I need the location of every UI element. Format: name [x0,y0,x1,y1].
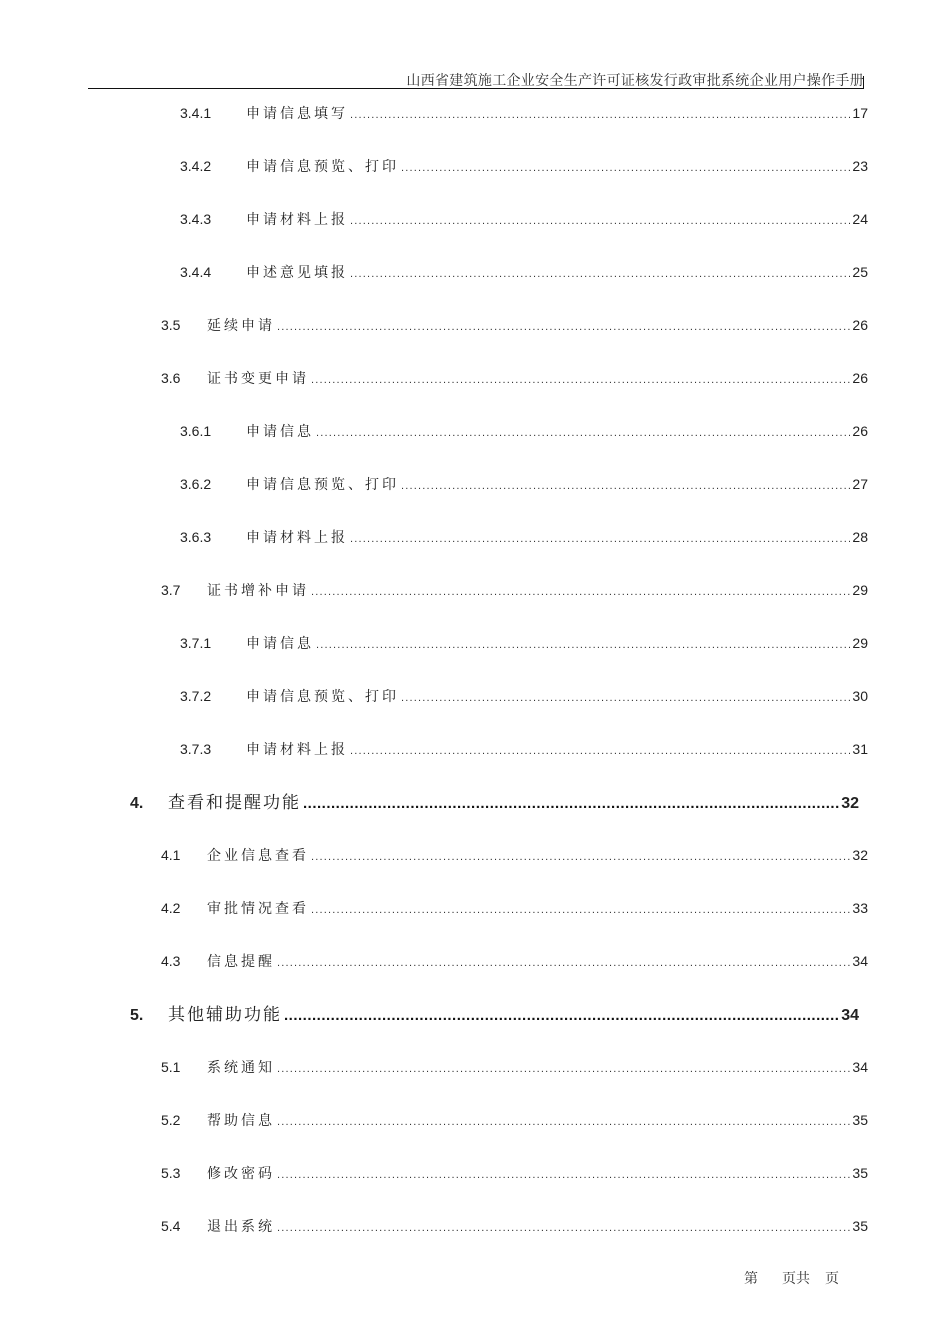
toc-entry-number: 3.4.2 [180,158,212,174]
header-title: 山西省建筑施工企业安全生产许可证核发行政审批系统企业用户操作手册 [406,74,864,89]
toc-leader-dots [401,480,850,492]
toc-entry[interactable] [161,845,868,865]
toc-entry-number: 4.1 [161,847,181,863]
toc-entry[interactable] [161,898,868,918]
toc-entry[interactable] [161,315,868,335]
toc-entry-page: 26 [852,370,868,386]
toc-entry[interactable] [161,580,868,600]
toc-leader-dots [277,1116,850,1128]
toc-entry[interactable] [180,474,868,494]
toc-entry[interactable] [180,421,868,441]
toc-entry-page: 28 [852,529,868,545]
toc-chapter-entry[interactable] [130,1000,859,1025]
toc-entry-page: 31 [852,741,868,757]
toc-entry-page: 29 [852,635,868,651]
toc-leader-dots [316,427,850,439]
footer-total-label: 页共 [782,1272,810,1287]
toc-entry-number: 5.2 [161,1112,181,1128]
toc-leader-dots [350,215,850,227]
toc-entry-number: 3.7.1 [180,635,212,651]
toc-entry-page: 35 [852,1165,868,1181]
toc-entry-page: 27 [852,476,868,492]
toc-entry-page: 30 [852,688,868,704]
toc-entry-number: 3.4.1 [180,105,212,121]
toc-leader-dots [311,586,850,598]
toc-entry[interactable] [180,103,868,123]
toc-entry-page: 29 [852,582,868,598]
toc-entry[interactable] [161,951,868,971]
toc-entry-page: 25 [852,264,868,280]
toc-leader-dots [350,745,850,757]
toc-entry-title: 申请材料上报 [246,741,348,757]
toc-entry[interactable] [180,527,868,547]
toc-entry-page: 33 [852,900,868,916]
toc-entry[interactable] [180,262,868,282]
toc-leader-dots [401,692,850,704]
toc-leader-dots [277,1169,850,1181]
toc-entry-number: 3.4.3 [180,211,212,227]
toc-leader-dots [350,533,850,545]
toc-entry[interactable] [180,739,868,759]
toc-leader-dots [401,162,850,174]
toc-entry-page: 17 [852,105,868,121]
toc-entry-number: 4. [130,795,144,812]
toc-entry-title: 帮助信息 [207,1112,275,1128]
toc-entry-title: 申请信息预览、打印 [246,158,399,174]
toc-entry-title: 系统通知 [207,1059,275,1075]
toc-entry-page: 24 [852,211,868,227]
toc-entry-number: 3.6.3 [180,529,212,545]
toc-entry-number: 5.1 [161,1059,181,1075]
toc-entry[interactable] [161,368,868,388]
toc-entry-page: 26 [852,317,868,333]
toc-entry[interactable] [161,1110,868,1130]
toc-leader-dots [277,957,850,969]
toc-entry-title: 申请材料上报 [246,529,348,545]
toc-entry-title: 证书变更申请 [207,370,309,386]
toc-leader-dots [277,321,850,333]
toc-leader-dots [277,1063,850,1075]
toc-leader-dots [277,1222,850,1234]
page-footer [744,1268,839,1288]
toc-leader-dots [311,374,850,386]
toc-leader-dots [316,639,850,651]
toc-entry-page: 26 [852,423,868,439]
footer-page-label: 第 [744,1272,758,1287]
toc-entry-number: 3.5 [161,317,181,333]
toc-entry-number: 3.7.2 [180,688,212,704]
toc-entry-number: 5.3 [161,1165,181,1181]
toc-leader-dots [311,904,850,916]
toc-leader-dots [311,851,850,863]
toc-entry[interactable] [180,156,868,176]
toc-entry-page: 34 [852,953,868,969]
toc-leader-dots [303,795,839,812]
toc-entry-title: 申请信息 [246,423,314,439]
toc-entry-title: 申请信息预览、打印 [246,476,399,492]
toc-entry-page: 23 [852,158,868,174]
toc-entry[interactable] [180,633,868,653]
toc-entry[interactable] [180,686,868,706]
toc-entry-page: 32 [852,847,868,863]
toc-entry-page: 35 [852,1218,868,1234]
toc-leader-dots [284,1007,839,1024]
toc-entry-title: 申请材料上报 [246,211,348,227]
toc-entry-title: 延续申请 [207,317,275,333]
toc-entry[interactable] [161,1057,868,1077]
toc-entry-page: 34 [841,1007,859,1024]
toc-leader-dots [350,109,850,121]
toc-chapter-entry[interactable] [130,788,859,813]
toc-entry-page: 34 [852,1059,868,1075]
toc-entry[interactable] [161,1216,868,1236]
toc-entry-number: 4.3 [161,953,181,969]
toc-entry[interactable] [180,209,868,229]
toc-entry-number: 3.6.1 [180,423,212,439]
toc-entry-page: 32 [841,795,859,812]
toc-entry-number: 5. [130,1007,144,1024]
toc-entry-title: 申请信息 [246,635,314,651]
toc-leader-dots [350,268,850,280]
toc-entry-title: 修改密码 [207,1165,275,1181]
toc-entry-title: 审批情况查看 [207,900,309,916]
toc-entry-title: 企业信息查看 [207,847,309,863]
toc-entry-number: 3.6.2 [180,476,212,492]
toc-entry-number: 3.7.3 [180,741,212,757]
toc-entry-title: 申述意见填报 [246,264,348,280]
toc-entry-title: 证书增补申请 [207,582,309,598]
toc-entry-number: 3.6 [161,370,181,386]
toc-entry-title: 申请信息填写 [246,105,348,121]
toc-entry-number: 3.4.4 [180,264,212,280]
toc-entry-title: 查看和提醒功能 [168,793,301,812]
toc-entry-title: 申请信息预览、打印 [246,688,399,704]
toc-entry[interactable] [161,1163,868,1183]
toc-entry-title: 信息提醒 [207,953,275,969]
toc-entry-page: 35 [852,1112,868,1128]
toc-entry-number: 5.4 [161,1218,181,1234]
footer-end-label: 页 [825,1272,839,1287]
toc-entry-title: 退出系统 [207,1218,275,1234]
toc-entry-title: 其他辅助功能 [168,1005,282,1024]
toc-entry-number: 4.2 [161,900,181,916]
toc-entry-number: 3.7 [161,582,181,598]
